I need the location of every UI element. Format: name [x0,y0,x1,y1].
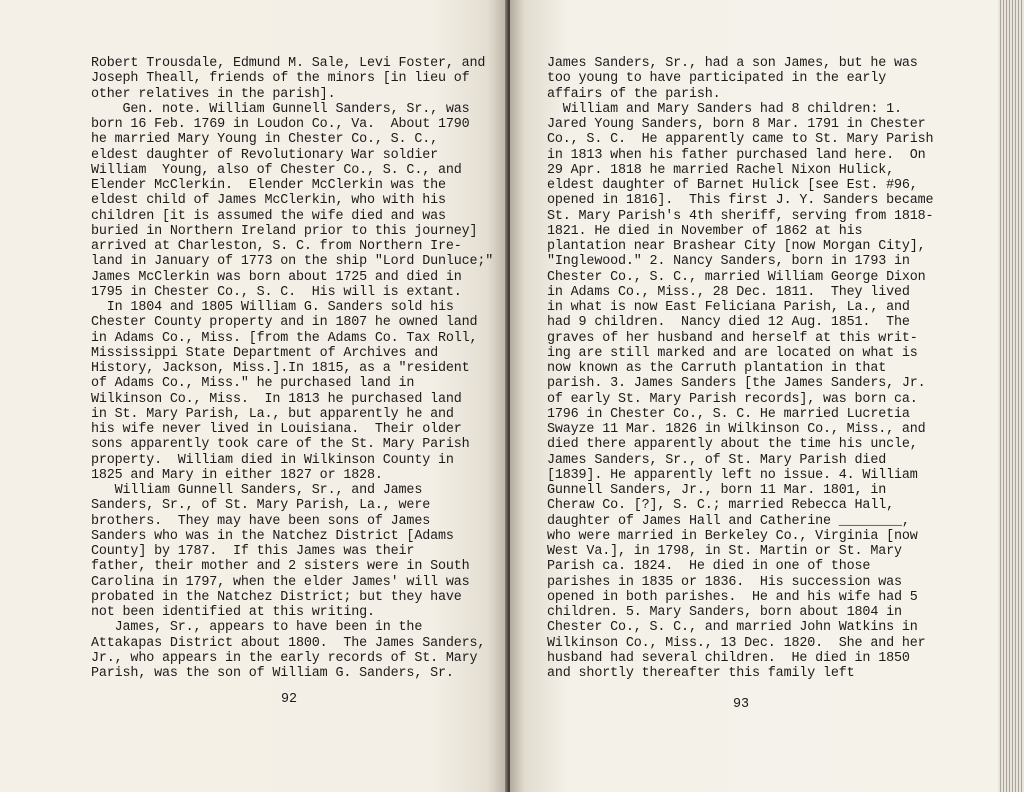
text-line: Sanders who was in the Natchez District [Adams [91,528,454,544]
text-line: eldest daughter of Revolutionary War soldier [91,147,438,163]
text-line: Chester County property and in 1807 he owned land [91,315,478,331]
text-line: children. 5. Mary Sanders, born about 1804 in [547,605,902,620]
text-line: James Sanders, Sr., of St. Mary Parish died [547,452,887,468]
text-line: he married Mary Young in Chester Co., S. C., [91,132,438,148]
text-line: his wife never lived in Louisiana. Their older [91,422,462,437]
text-line: other relatives in the parish]. [91,86,336,102]
text-line: graves of her husband and herself at this writ- [547,330,918,346]
text-line: William Gunnell Sanders, Sr., and James [91,483,423,498]
text-line: Gen. note. William Gunnell Sanders, Sr., was [91,101,470,117]
text-line: arrived at Charleston, S. C. from Northern Ire- [91,239,462,254]
text-line: William Young, also of Chester Co., S. C., and [91,162,462,178]
text-line: in 1813 when his father purchased land here. On [547,147,926,163]
text-line: Robert Trousdale, Edmund M. Sale, Levi Foster, and [91,56,486,71]
text-line: James Sanders, Sr., had a son James, but he was [547,56,918,71]
text-line: property. William died in Wilkinson County in [91,452,454,468]
text-line: Sanders, Sr., of St. Mary Parish, La., were [91,498,431,514]
text-line: probated in the Natchez District; but they have [91,589,462,605]
text-line: 1796 in Chester Co., S. C. He married Lucretia [547,406,910,422]
text-line: West Va.], in 1798, in St. Martin or St. Mary [547,544,902,559]
text-line: plantation near Brashear City [now Morgan City], [547,239,926,254]
text-line: eldest child of James McClerkin, who with his [91,193,446,209]
text-line: William and Mary Sanders had 8 children: 1. [547,101,902,117]
text-line: County] by 1787. If this James was their [91,544,415,559]
page-edges [998,0,1024,792]
text-line: Co., S. C. He apparently came to St. Mary Parish [547,132,934,148]
text-line: who were married in Berkeley Co., Virginia [now [547,528,918,544]
text-line: Joseph Theall, friends of the minors [in lieu of [91,71,470,87]
text-line: in Adams Co., Miss., 28 Dec. 1811. They lived [547,284,910,300]
text-line: Gunnell Sanders, Jr., born 11 Mar. 1801, in [547,483,887,498]
text-line: "Inglewood." 2. Nancy Sanders, born in 1793 in [547,254,910,270]
text-line: children [it is assumed the wife died and was [91,208,446,224]
text-line: land in January of 1773 on the ship "Lord Dunluce;" [91,254,494,270]
left-page-number: 92 [281,692,298,707]
text-line: James, Sr., appears to have been in the [91,620,423,636]
text-line: affairs of the parish. [547,86,721,102]
text-line: in what is now East Feliciana Parish, La., and [547,300,910,315]
right-page-text [547,56,933,681]
text-line: parishes in 1835 or 1836. His succession was [547,574,902,590]
text-line: Attakapas District about 1800. The James Sanders, [91,635,486,651]
text-line: in St. Mary Parish, La., but apparently he and [91,406,454,422]
text-line: had 9 children. Nancy died 12 Aug. 1851. The [547,315,910,331]
text-line: now known as the Carruth plantation in that [547,361,887,376]
text-line: brothers. They may have been sons of James [91,513,431,529]
text-line: not been identified at this writing. [91,605,375,620]
text-line: husband had several children. He died in 1850 [547,650,910,666]
text-line: Chester Co., S. C., married William George Dixon [547,269,926,285]
right-page-number: 93 [733,697,750,712]
text-line: Parish ca. 1824. He died in one of those [547,559,871,575]
text-line: James McClerkin was born about 1725 and died in [91,269,462,285]
text-line: in Adams Co., Miss. [from the Adams Co. Tax Roll, [91,330,478,346]
text-line: 1821. He died in November of 1862 at his [547,223,863,239]
text-line: Wilkinson Co., Miss. In 1813 he purchased land [91,391,462,407]
right-page [510,0,998,792]
text-line: Parish, was the son of William G. Sanders, Sr. [91,666,454,681]
left-page-text [91,56,493,681]
text-line: eldest daughter of Barnet Hulick [see Est. #96, [547,178,918,193]
text-line: In 1804 and 1805 William G. Sanders sold his [91,300,454,315]
text-line: 1825 and Mary in either 1827 or 1828. [91,467,383,483]
text-line: 1795 in Chester Co., S. C. His will is extant. [91,284,462,300]
text-line: buried in Northern Ireland prior to this journey] [91,223,478,239]
text-line: St. Mary Parish's 4th sheriff, serving from 1818- [547,208,934,224]
text-line: of early St. Mary Parish records], was born ca. [547,391,918,407]
text-line: father, their mother and 2 sisters were in South [91,559,470,575]
text-line: History, Jackson, Miss.].In 1815, as a "resident [91,361,470,376]
text-line: died there apparently about the time his uncle, [547,437,918,453]
text-line: opened in both parishes. He and his wife had 5 [547,589,918,605]
text-line: and shortly thereafter this family left [547,666,855,681]
text-line: Cheraw Co. [?], S. C.; married Rebecca Hall, [547,498,894,514]
text-line: [1839]. He apparently left no issue. 4. William [547,467,918,483]
text-line: daughter of James Hall and Catherine ________, [547,513,910,529]
text-line: Wilkinson Co., Miss., 13 Dec. 1820. She and her [547,635,926,651]
text-line: Swayze 11 Mar. 1826 in Wilkinson Co., Miss., and [547,422,926,437]
text-line: opened in 1816]. This first J. Y. Sanders became [547,193,934,209]
text-line: ing are still marked and are located on what is [547,345,918,361]
text-line: too young to have participated in the early [547,71,887,87]
text-line: Jared Young Sanders, born 8 Mar. 1791 in Chester [547,117,926,132]
text-line: of Adams Co., Miss." he purchased land in [91,376,415,392]
left-page [0,0,508,792]
text-line: parish. 3. James Sanders [the James Sanders, Jr. [547,376,926,392]
text-line: born 16 Feb. 1769 in Loudon Co., Va. About 1790 [91,117,470,132]
text-line: Elender McClerkin. Elender McClerkin was the [91,178,446,193]
text-line: sons apparently took care of the St. Mary Parish [91,437,470,453]
text-line: Mississippi State Department of Archives and [91,345,438,361]
text-line: Carolina in 1797, when the elder James' will was [91,574,470,590]
text-line: Jr., who appears in the early records of St. Mary [91,650,478,666]
text-line: Chester Co., S. C., and married John Watkins in [547,620,918,636]
text-line: 29 Apr. 1818 he married Rachel Nixon Hulick, [547,162,894,178]
